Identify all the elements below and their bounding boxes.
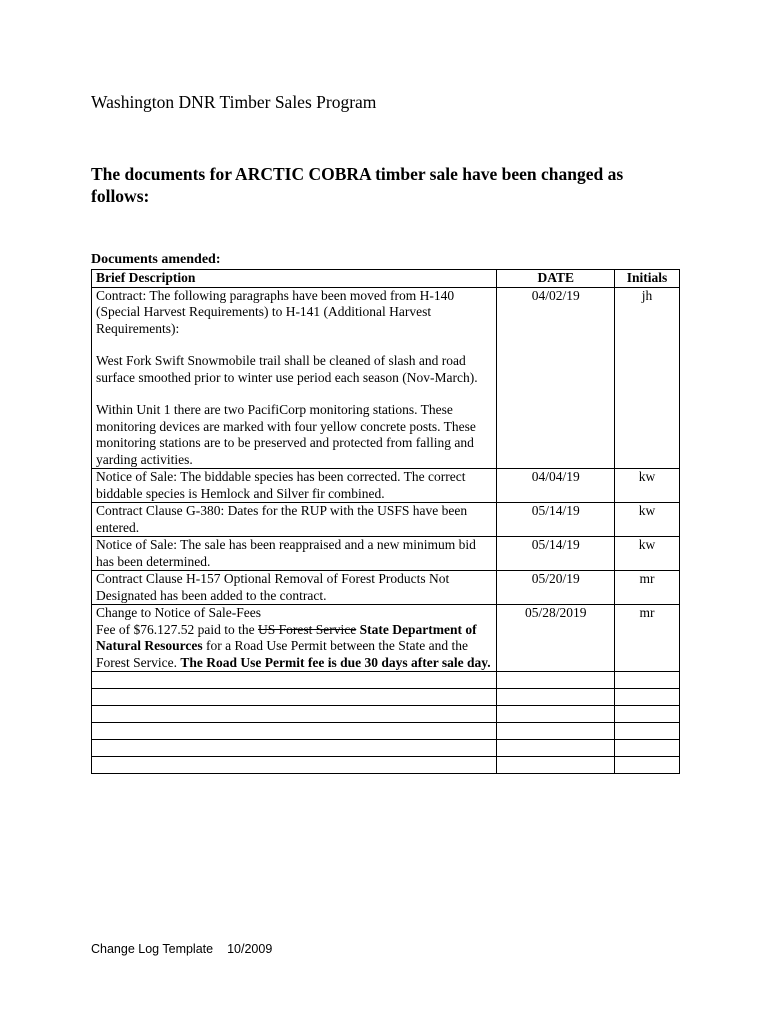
empty-cell xyxy=(615,757,680,774)
table-header-row xyxy=(92,270,680,288)
row-initials: mr xyxy=(615,571,680,605)
row-initials: kw xyxy=(615,503,680,537)
row-initials: mr xyxy=(615,605,680,672)
row-date: 05/14/19 xyxy=(497,537,615,571)
empty-cell xyxy=(615,672,680,689)
column-header-description: Brief Description xyxy=(92,270,497,288)
empty-row xyxy=(92,672,680,689)
row-date: 04/02/19 xyxy=(497,287,615,469)
empty-row xyxy=(92,757,680,774)
row-date: 04/04/19 xyxy=(497,469,615,503)
row-date: 05/20/19 xyxy=(497,571,615,605)
footer-version: 10/2009 xyxy=(227,942,273,956)
document-heading: The documents for ARCTIC COBRA timber sale have been changed as follows: xyxy=(91,164,624,206)
description-paragraph: Contract: The following paragraphs have been moved from H-140 (Special Harvest Requirements) to H-141 (Additional Harvest Requirements): xyxy=(96,287,455,336)
empty-cell xyxy=(615,689,680,706)
empty-cell xyxy=(497,689,615,706)
empty-row xyxy=(92,723,680,740)
row-date: 05/14/19 xyxy=(497,503,615,537)
empty-cell xyxy=(615,740,680,757)
empty-row xyxy=(92,689,680,706)
row-description xyxy=(92,605,497,672)
empty-cell xyxy=(615,723,680,740)
fee-due-note: The Road Use Permit fee is due 30 days after sale day. xyxy=(180,654,491,670)
empty-cell xyxy=(92,740,497,757)
empty-cell xyxy=(92,706,497,723)
empty-cell xyxy=(92,689,497,706)
column-header-initials: Initials xyxy=(615,270,680,288)
row-description: Notice of Sale: The sale has been reappraised and a new minimum bid has been determined. xyxy=(92,537,497,571)
table-row xyxy=(92,571,680,605)
fee-text: Fee of $76.127.52 paid to the xyxy=(96,621,258,637)
documents-amended-label: Documents amended: xyxy=(91,252,221,267)
empty-cell xyxy=(497,740,615,757)
empty-cell xyxy=(497,723,615,740)
page-title: Washington DNR Timber Sales Program xyxy=(91,92,377,112)
table-row xyxy=(92,605,680,672)
empty-row xyxy=(92,740,680,757)
table-row xyxy=(92,287,680,469)
empty-row xyxy=(92,706,680,723)
column-header-date: DATE xyxy=(497,270,615,288)
row-description: Notice of Sale: The biddable species has been corrected. The correct biddable species is Hemlock and Silver fir combined. xyxy=(92,469,497,503)
footer-template-name: Change Log Template xyxy=(91,942,214,956)
row-description: Contract Clause G-380: Dates for the RUP with the USFS have been entered. xyxy=(92,503,497,537)
row-initials: kw xyxy=(615,537,680,571)
description-paragraph: West Fork Swift Snowmobile trail shall be cleaned of slash and road surface smoothed prior to winter use period each season (Nov-March). xyxy=(96,353,478,385)
row-date: 05/28/2019 xyxy=(497,605,615,672)
empty-cell xyxy=(615,706,680,723)
row-description xyxy=(92,287,497,469)
row-initials: jh xyxy=(615,287,680,469)
table-row xyxy=(92,537,680,571)
fee-text-continued: for a Road Use Permit between the State and the Forest Service. xyxy=(96,638,469,670)
struck-payee: US Forest Service xyxy=(257,621,357,637)
empty-cell xyxy=(497,757,615,774)
empty-cell xyxy=(497,706,615,723)
table-row xyxy=(92,469,680,503)
row-initials: kw xyxy=(615,469,680,503)
page-footer xyxy=(91,942,272,956)
empty-cell xyxy=(92,757,497,774)
empty-cell xyxy=(92,672,497,689)
table-row xyxy=(92,503,680,537)
fee-change-title: Change to Notice of Sale-Fees xyxy=(96,605,261,620)
empty-cell xyxy=(497,672,615,689)
empty-cell xyxy=(92,723,497,740)
description-paragraph: Within Unit 1 there are two PacifiCorp monitoring stations. These monitoring devices are marked with four yellow concrete posts. These monitoring stations are to be preserved and protected from falling and yarding activities. xyxy=(96,402,476,467)
change-log-table xyxy=(91,269,680,774)
row-description: Contract Clause H-157 Optional Removal of Forest Products Not Designated has been added to the contract. xyxy=(92,571,497,605)
new-payee: State Department of Natural Resources xyxy=(96,621,477,653)
